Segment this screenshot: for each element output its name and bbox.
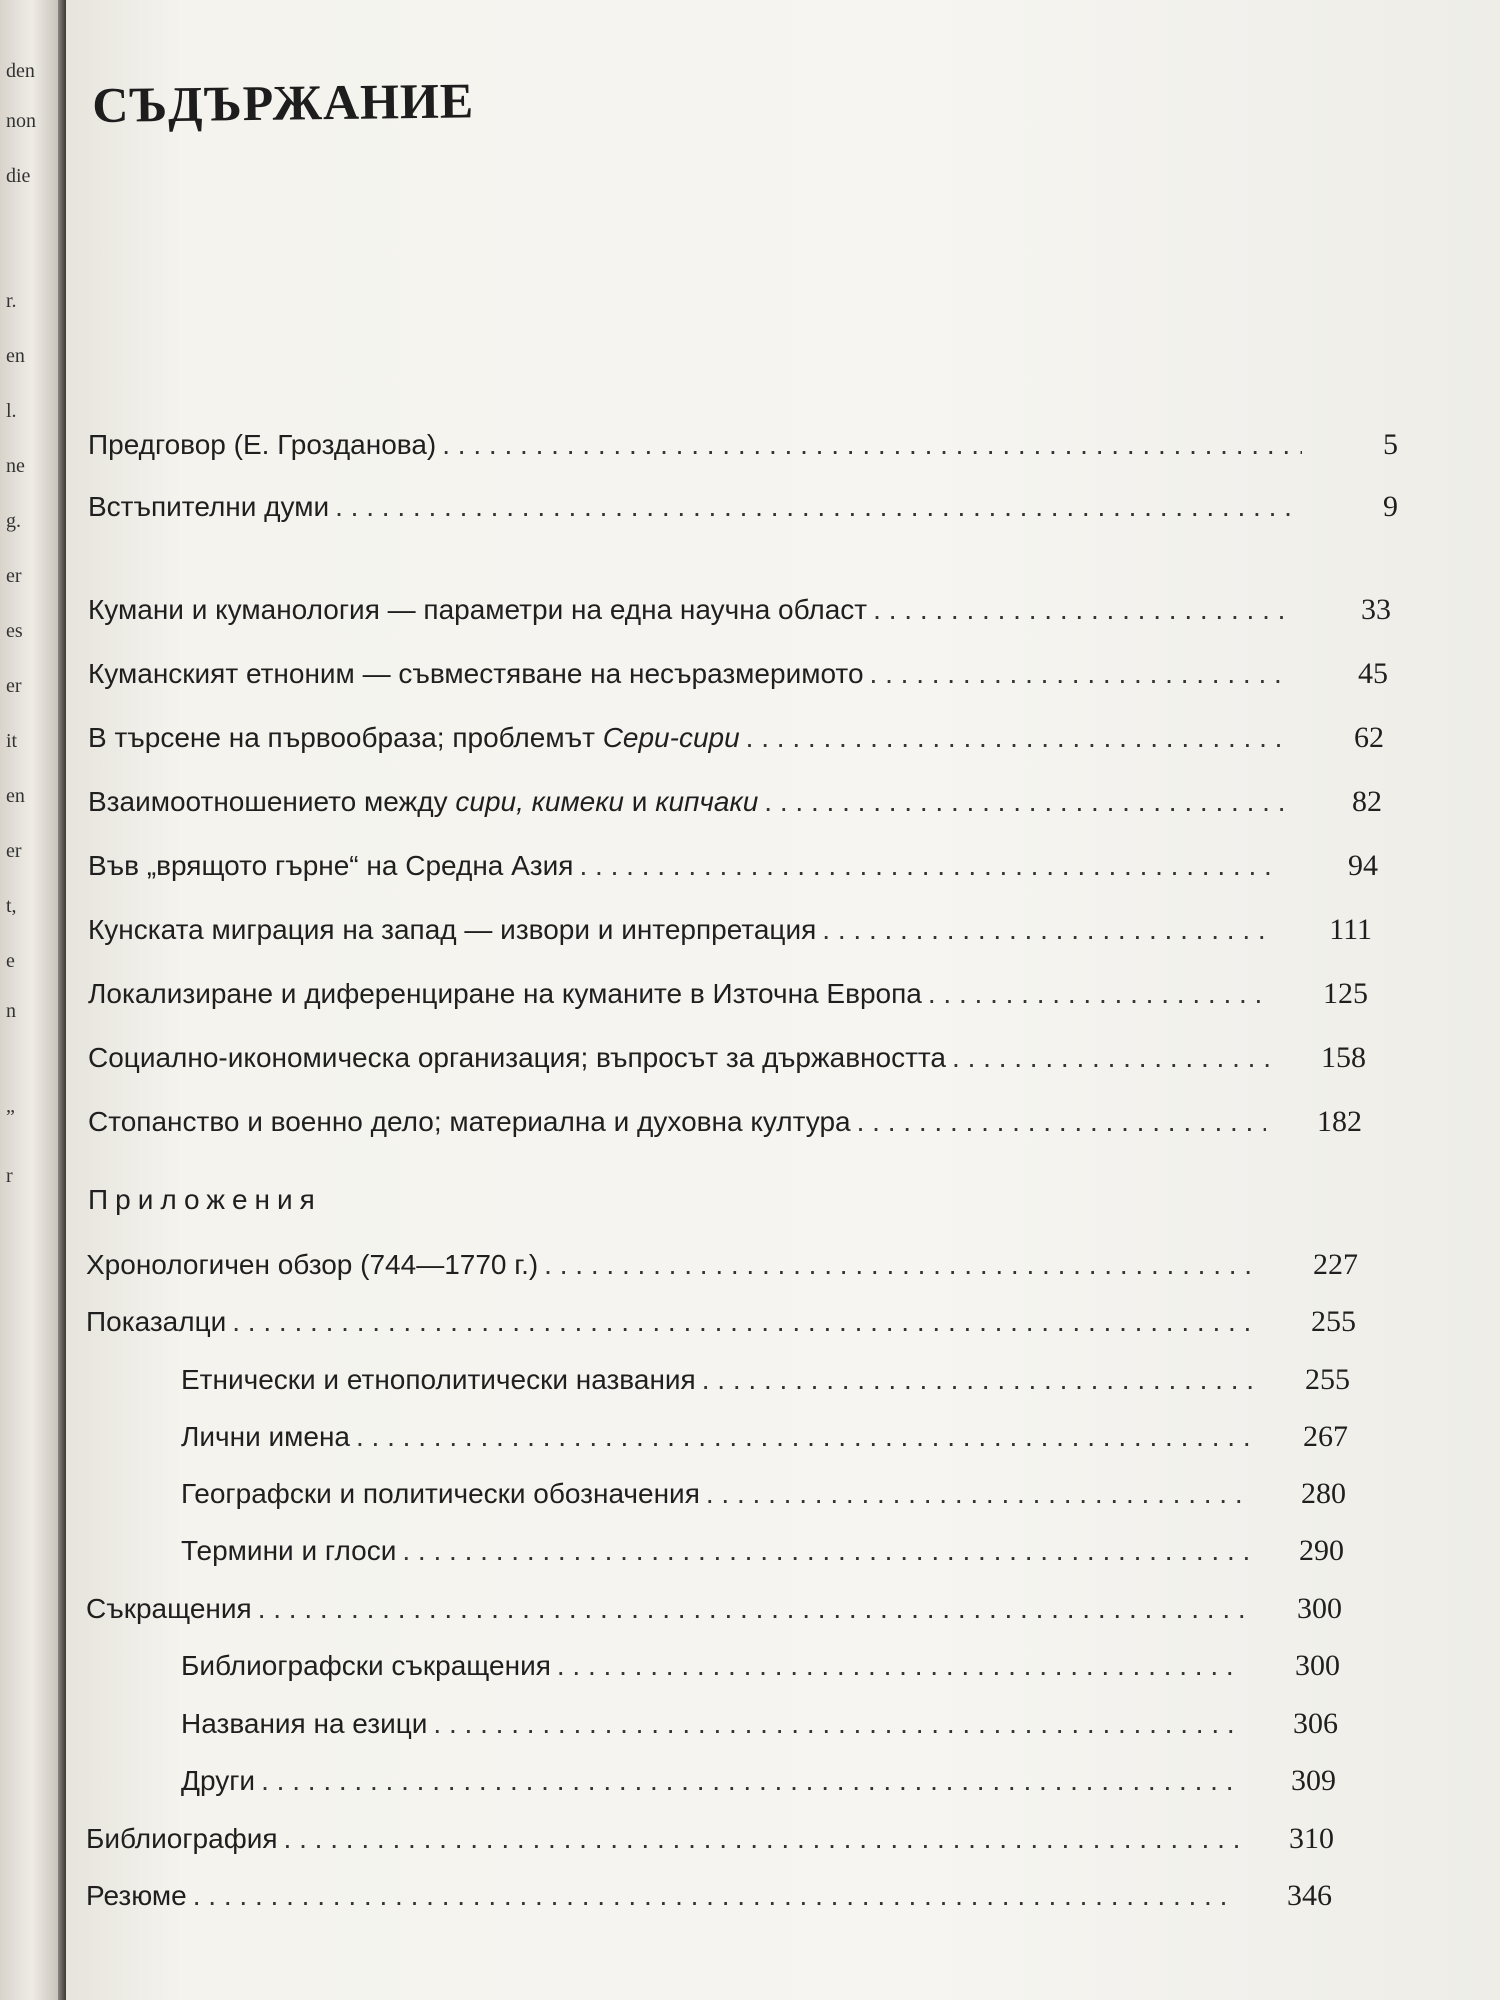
left-page-fragment: er — [6, 840, 22, 862]
toc-entry-title — [88, 978, 922, 1010]
toc-entry-title — [88, 1106, 851, 1138]
left-page-fragment: n — [6, 1000, 16, 1022]
toc-entry-title — [88, 850, 573, 882]
toc-subentry[interactable] — [181, 1534, 1344, 1578]
dot-leader — [857, 1106, 1266, 1138]
toc-entry-chapter[interactable] — [88, 1041, 1366, 1085]
left-page-fragment: er — [6, 565, 22, 587]
toc-entry-title-part: Във „врящото гърне“ на Средна Азия — [88, 850, 574, 881]
toc-entry-title: Географски и политически обозначения — [181, 1478, 700, 1509]
toc-entry-title: Встъпителни думи — [88, 491, 330, 522]
dot-leader — [258, 1593, 1246, 1625]
toc-entry-title: Предговор (Е. Грозданова) — [88, 429, 437, 460]
dot-leader — [402, 1535, 1248, 1567]
toc-page-number: 280 — [1301, 1477, 1346, 1510]
toc-entry-chapter[interactable] — [88, 977, 1368, 1021]
toc-subentry[interactable] — [181, 1477, 1346, 1521]
toc-page-number: 33 — [1361, 593, 1391, 626]
toc-page-number: 300 — [1297, 1592, 1342, 1625]
toc-entry-title — [88, 722, 740, 754]
toc-entry-chapter[interactable] — [88, 593, 1391, 637]
toc-entry-appendix[interactable] — [86, 1305, 1356, 1349]
dot-leader — [335, 491, 1302, 523]
toc-entry-title — [88, 594, 867, 626]
toc-page-number: 267 — [1303, 1420, 1348, 1453]
dot-leader — [952, 1042, 1270, 1074]
dot-leader — [928, 978, 1272, 1010]
toc-page-number: 309 — [1291, 1764, 1336, 1797]
toc-page-number: 227 — [1313, 1248, 1358, 1281]
toc-entry-title-part: и — [624, 786, 656, 817]
toc-page-number: 346 — [1287, 1879, 1332, 1912]
toc-entry-title: Лични имена — [181, 1421, 350, 1452]
left-page-fragment: en — [6, 785, 25, 807]
toc-page-number: 45 — [1358, 657, 1388, 690]
toc-entry-title-part: Социално-икономическа организация; въпросът за държавността — [88, 1042, 947, 1073]
left-page-fragment: t, — [6, 895, 17, 917]
left-page-fragment: non — [6, 110, 36, 132]
dot-leader — [706, 1478, 1250, 1510]
left-page-fragment: r. — [6, 290, 17, 312]
toc-subentry[interactable] — [181, 1764, 1336, 1808]
toc-entry-title — [88, 914, 816, 946]
toc-entry-title-italic: кипчаки — [655, 786, 759, 817]
dot-leader — [284, 1823, 1238, 1855]
toc-entry-chapter[interactable] — [88, 849, 1378, 893]
toc-entry-chapter[interactable] — [88, 657, 1388, 701]
toc-page-number: 125 — [1323, 977, 1368, 1010]
toc-entry-title-part: Куманският етноним — съвместяване на несъразмеримото — [88, 658, 864, 689]
left-page-fragment: ne — [6, 455, 25, 477]
toc-page-number: 5 — [1383, 428, 1398, 461]
left-page-fragment: en — [6, 345, 25, 367]
toc-entry-title-part: Локализиране и диференциране на куманите в Източна Европа — [88, 978, 922, 1009]
left-page-fragment: r — [6, 1165, 13, 1187]
toc-subentry[interactable] — [181, 1649, 1340, 1693]
dot-leader — [702, 1364, 1254, 1396]
left-page-fragment: e — [6, 950, 15, 972]
toc-entry-title-italic: Сери-сири — [602, 722, 740, 753]
toc-entry-title — [88, 658, 864, 690]
dot-leader — [873, 594, 1295, 626]
toc-entry-title-part: Кумани и куманология — параметри на една научна област — [88, 594, 868, 625]
dot-leader — [193, 1880, 1236, 1912]
left-page-fragment: es — [6, 620, 23, 642]
toc-entry-front[interactable] — [88, 490, 1398, 534]
dot-leader — [746, 722, 1288, 754]
left-page-edge — [0, 0, 58, 2000]
toc-entry-chapter[interactable] — [88, 1105, 1362, 1149]
toc-page-number: 300 — [1295, 1649, 1340, 1682]
toc-entry-title: Термини и глоси — [181, 1535, 397, 1566]
toc-entry-title: Названия на езици — [181, 1708, 428, 1739]
toc-entry-appendix[interactable] — [86, 1592, 1342, 1636]
toc-entry-chapter[interactable] — [88, 785, 1382, 829]
left-page-fragment: it — [6, 730, 18, 752]
toc-page-number: 255 — [1311, 1305, 1356, 1338]
left-page-fragment: l. — [6, 400, 17, 422]
toc-entry-title-part: Кунската миграция на запад — извори и интерпретация — [88, 914, 817, 945]
toc-entry-title: Хронологичен обзор (744—1770 г.) — [86, 1249, 539, 1280]
page-title: СЪДЪРЖАНИЕ — [92, 72, 475, 133]
toc-entry-appendix[interactable] — [86, 1879, 1332, 1923]
toc-entry-title — [88, 1042, 946, 1074]
dot-leader — [261, 1765, 1240, 1797]
toc-entry-title: Резюме — [86, 1880, 187, 1911]
toc-page-number: 82 — [1352, 785, 1382, 818]
toc-entry-title: Показалци — [86, 1306, 227, 1337]
dot-leader — [356, 1421, 1252, 1453]
toc-entry-front[interactable] — [88, 428, 1398, 472]
toc-entry-title: Съкращения — [86, 1593, 252, 1624]
toc-subentry[interactable] — [181, 1363, 1350, 1407]
toc-entry-chapter[interactable] — [88, 721, 1384, 765]
toc-entry-title-part: В търсене на първообраза; проблемът — [88, 722, 603, 753]
dot-leader — [870, 658, 1292, 690]
toc-page-number: 111 — [1329, 913, 1372, 946]
toc-entry-title-part: Стопанство и военно дело; материална и духовна култура — [88, 1106, 851, 1137]
toc-subentry[interactable] — [181, 1420, 1348, 1464]
toc-page-number: 62 — [1354, 721, 1384, 754]
toc-entry-title: Други — [181, 1765, 256, 1796]
toc-page-number: 158 — [1321, 1041, 1366, 1074]
left-page-fragment: „ — [6, 1095, 15, 1117]
toc-entry-title: Библиографски съкращения — [181, 1650, 551, 1681]
dot-leader — [764, 786, 1286, 818]
dot-leader — [433, 1708, 1242, 1740]
toc-page — [66, 0, 1500, 2000]
toc-entry-appendix[interactable] — [86, 1822, 1334, 1866]
toc-entry-appendix[interactable] — [86, 1248, 1358, 1292]
left-page-fragment: die — [6, 165, 31, 187]
toc-page-number: 306 — [1293, 1707, 1338, 1740]
toc-entry-chapter[interactable] — [88, 913, 1372, 957]
toc-page-number: 94 — [1348, 849, 1378, 882]
toc-entry-title: Етнически и етнополитически названия — [181, 1364, 696, 1395]
dot-leader — [232, 1306, 1260, 1338]
left-page-fragment: g. — [6, 510, 21, 532]
toc-entry-title-italic: сири, кимеки — [455, 786, 625, 817]
dot-leader — [544, 1249, 1262, 1281]
toc-page-number: 182 — [1317, 1105, 1362, 1138]
toc-page-number: 255 — [1305, 1363, 1350, 1396]
toc-entry-title — [88, 786, 758, 818]
toc-entry-title-part: Взаимоотношението между — [88, 786, 456, 817]
toc-entry-title: Библиография — [86, 1823, 278, 1854]
toc-page-number: 9 — [1383, 490, 1398, 523]
dot-leader — [579, 850, 1282, 882]
book-gutter — [58, 0, 66, 2000]
dot-leader — [822, 914, 1276, 946]
appendix-heading: Приложения — [88, 1184, 322, 1215]
dot-leader — [557, 1650, 1244, 1682]
left-page-fragment: den — [6, 60, 35, 82]
left-page-fragment: er — [6, 675, 22, 697]
toc-subentry[interactable] — [181, 1707, 1338, 1751]
toc-page-number: 310 — [1289, 1822, 1334, 1855]
toc-page-number: 290 — [1299, 1534, 1344, 1567]
dot-leader — [442, 429, 1302, 461]
